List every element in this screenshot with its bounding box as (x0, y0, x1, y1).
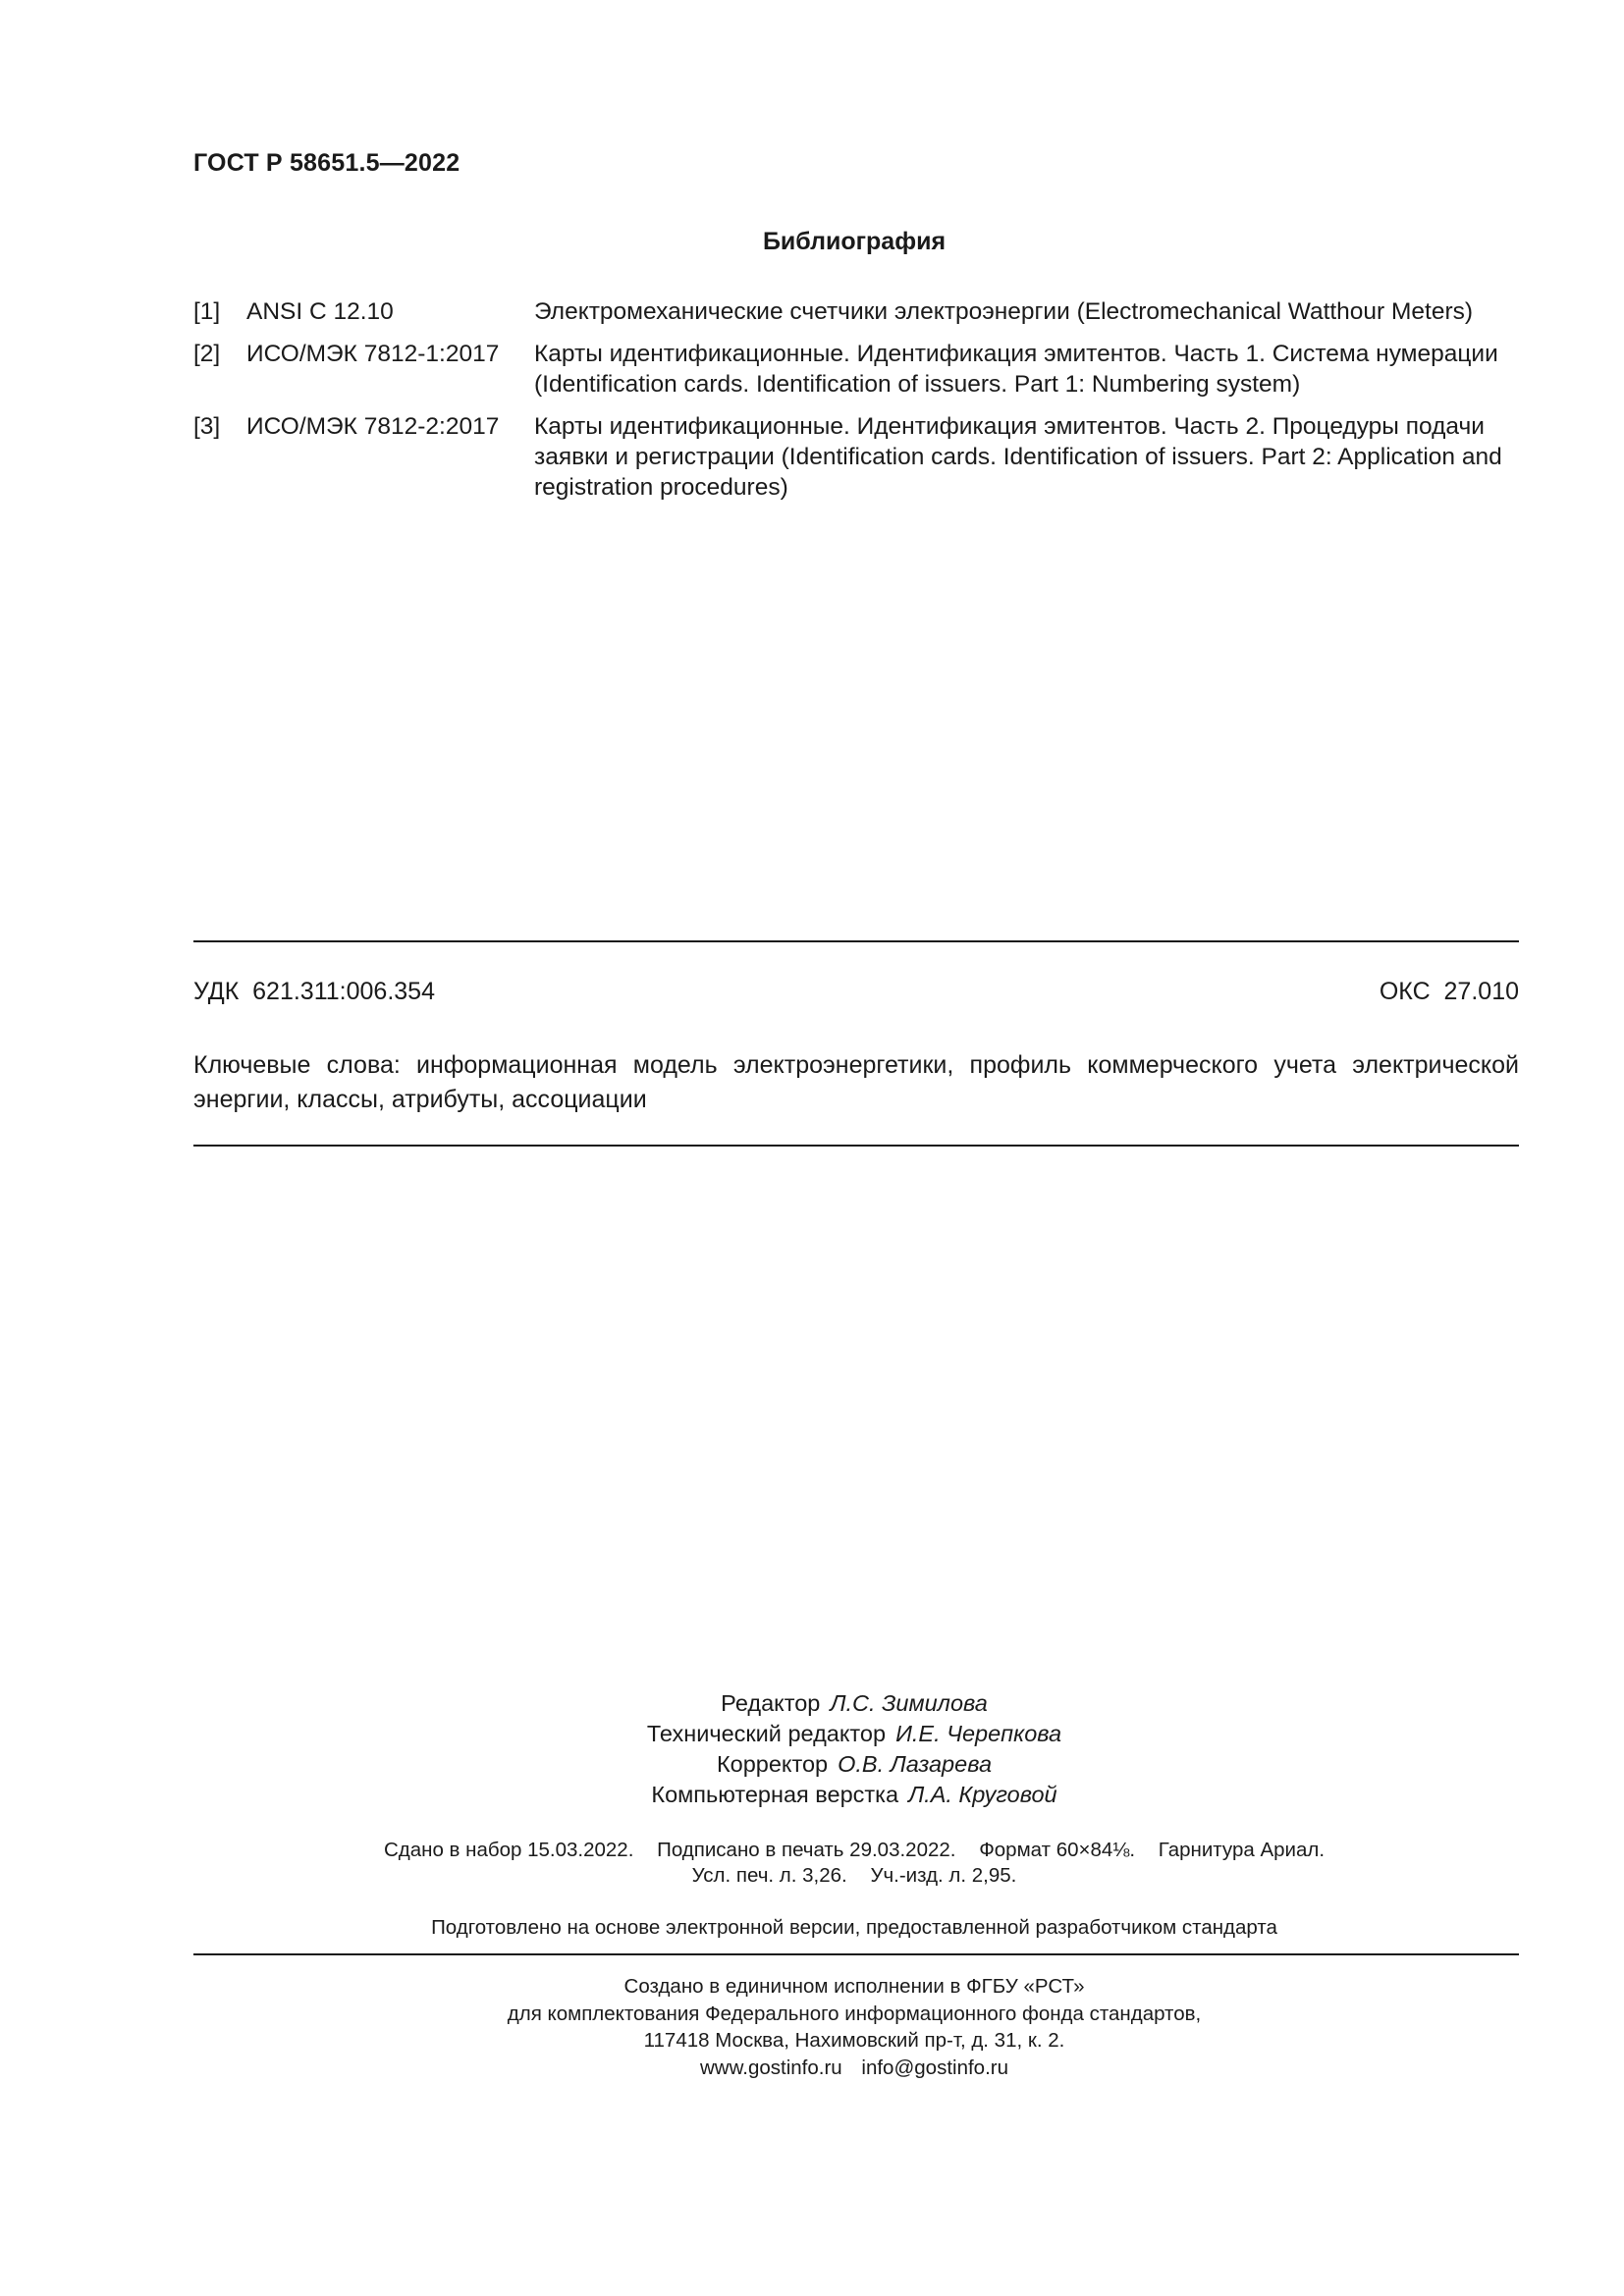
entry-description: Карты идентификационные. Идентификация эмитентов. Часть 2. Процедуры подачи заявки и регистрации (Identification cards. Identification of issuers. Part 2: Application and registration procedures) (534, 413, 1502, 501)
bibliography-list (193, 296, 1519, 514)
credit-role: Компьютерная верстка (651, 1782, 899, 1807)
credits-block (0, 1688, 1624, 1810)
imprint-line-2: для комплектования Федерального информационного фонда стандартов, (507, 2002, 1202, 2025)
email-link[interactable]: info@gostinfo.ru (861, 2056, 1008, 2079)
credit-line (0, 1780, 1624, 1810)
imprint-contacts (0, 2055, 1624, 2082)
udk-code: УДК 621.311:006.354 (193, 978, 435, 1005)
credit-name: И.Е. Черепкова (895, 1721, 1062, 1746)
print-info (0, 1838, 1624, 1889)
document-code: ГОСТ Р 58651.5—2022 (193, 149, 460, 177)
entry-number: [2] (193, 341, 221, 367)
entry-number: [3] (193, 413, 221, 440)
imprint-line-1: Создано в единичном исполнении в ФГБУ «РСТ» (623, 1975, 1085, 1998)
imprint-line-3: 117418 Москва, Нахимовский пр-т, д. 31, к. 2. (643, 2029, 1065, 2052)
credit-name: Л.А. Круговой (908, 1782, 1057, 1807)
bibliography-title: Библиография (762, 228, 947, 255)
imprint-block (0, 1973, 1624, 2081)
credit-name: О.В. Лазарева (838, 1751, 993, 1777)
website-link[interactable]: www.gostinfo.ru (700, 2056, 842, 2079)
credit-name: Л.С. Зимилова (830, 1690, 988, 1716)
bibliography-entry (193, 339, 1519, 400)
credit-line (0, 1719, 1624, 1749)
signed-date: Подписано в печать 29.03.2022. (657, 1839, 956, 1861)
submitted-date: Сдано в набор 15.03.2022. (383, 1839, 634, 1861)
print-info-line-1 (0, 1838, 1624, 1863)
divider-keywords (193, 1145, 1519, 1147)
printed-sheets: Усл. печ. л. 3,26. (691, 1864, 847, 1887)
credit-role: Редактор (721, 1690, 821, 1716)
divider-top (193, 940, 1519, 942)
bibliography-entry (193, 296, 1519, 327)
print-info-line-2 (0, 1863, 1624, 1889)
credit-line (0, 1688, 1624, 1719)
entry-description: Карты идентификационные. Идентификация эмитентов. Часть 1. Система нумерации (Identification cards. Identification of issuers. Part 1: Numbering system) (534, 341, 1498, 398)
credit-line (0, 1749, 1624, 1780)
oks-code: ОКС 27.010 (1379, 978, 1519, 1005)
typeface: Гарнитура Ариал. (1158, 1839, 1326, 1861)
edition-sheets: Уч.-изд. л. 2,95. (870, 1864, 1017, 1887)
credit-role: Корректор (716, 1751, 829, 1777)
entry-description: Электромеханические счетчики электроэнергии (Electromechanical Watthour Meters) (534, 298, 1474, 325)
keywords: Ключевые слова: информационная модель электроэнергетики, профиль коммерческого учета электрической энергии, классы, атрибуты, ассоциации (193, 1051, 1519, 1113)
divider-imprint (193, 1953, 1519, 1955)
print-format: Формат 60×84⅛. (979, 1839, 1136, 1861)
entry-code: ANSI C 12.10 (246, 298, 394, 325)
bibliography-entry (193, 411, 1519, 503)
prepared-note: Подготовлено на основе электронной версии, предоставленной разработчиком стандарта (431, 1916, 1277, 1939)
credit-role: Технический редактор (646, 1721, 887, 1746)
entry-code: ИСО/МЭК 7812-1:2017 (246, 341, 500, 367)
entry-number: [1] (193, 298, 221, 325)
entry-code: ИСО/МЭК 7812-2:2017 (246, 413, 500, 440)
